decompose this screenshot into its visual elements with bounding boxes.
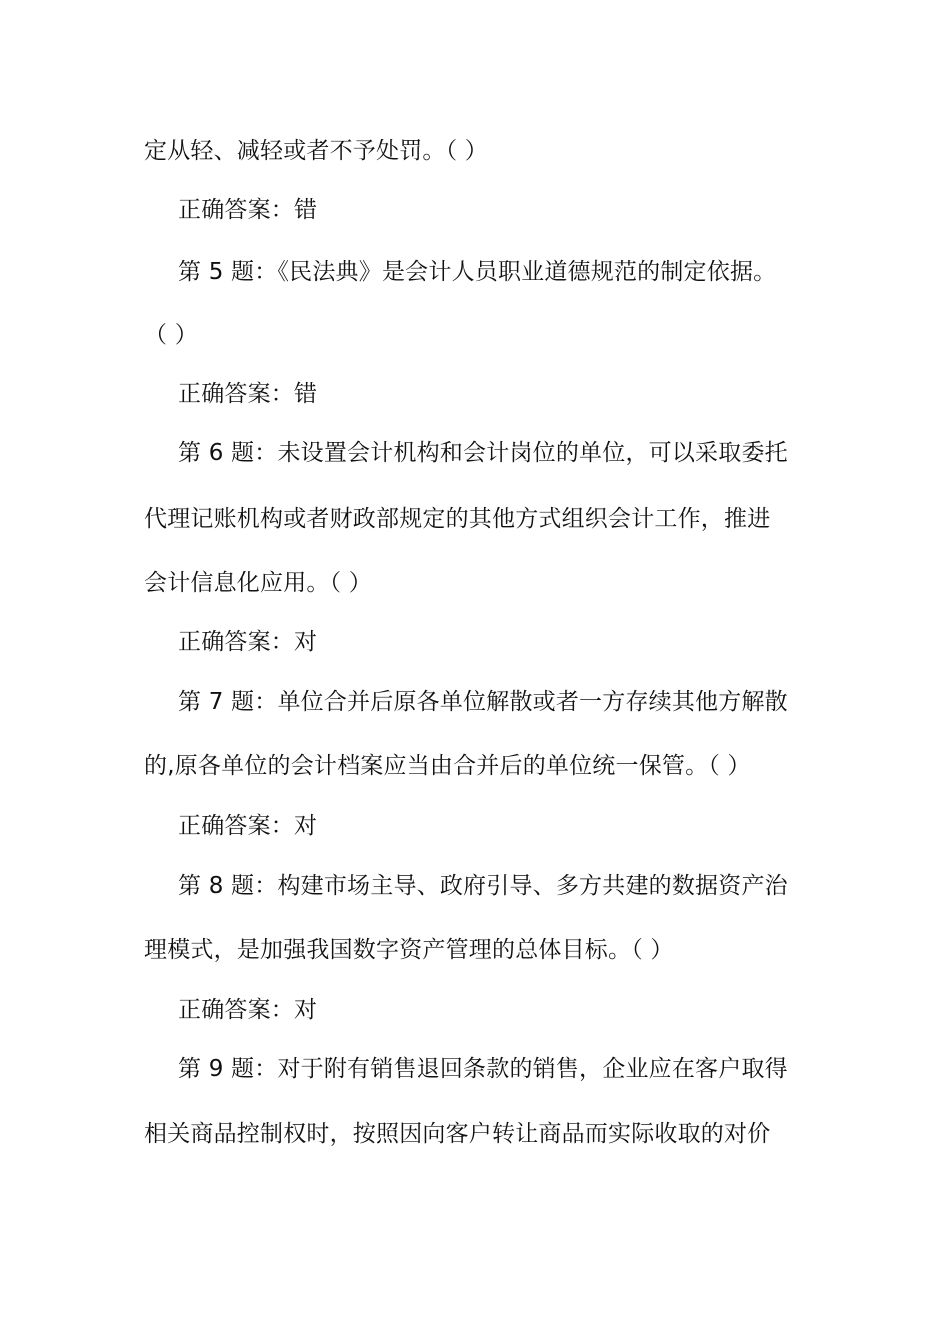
question-6-line-1: 第 6 题：未设置会计机构和会计岗位的单位，可以采取委托 [178,440,788,466]
answer-4: 正确答案：错 [178,197,318,223]
question-9-line-2: 相关商品控制权时，按照因向客户转让商品而实际收取的对价 [144,1121,771,1147]
question-5-line-2: （ ） [144,322,198,348]
question-6-line-2: 代理记账机构或者财政部规定的其他方式组织会计工作，推进 [144,506,771,532]
question-7-line-1: 第 7 题：单位合并后原各单位解散或者一方存续其他方解散 [178,689,788,715]
answer-6: 正确答案：对 [178,629,318,655]
answer-7: 正确答案：对 [178,813,318,839]
question-9-line-1: 第 9 题：对于附有销售退回条款的销售，企业应在客户取得 [178,1056,788,1082]
question-8-line-1: 第 8 题：构建市场主导、政府引导、多方共建的数据资产治 [178,873,788,899]
question-7-line-2: 的,原各单位的会计档案应当由合并后的单位统一保管。（ ） [144,753,751,779]
question-5-line-1: 第 5 题：《民法典》是会计人员职业道德规范的制定依据。 [178,259,777,285]
question-4-continuation: 定从轻、减轻或者不予处罚。（ ） [144,138,489,164]
question-8-line-2: 理模式，是加强我国数字资产管理的总体目标。（ ） [144,937,674,963]
question-6-line-3: 会计信息化应用。（ ） [144,570,373,596]
answer-5: 正确答案：错 [178,381,318,407]
answer-8: 正确答案：对 [178,997,318,1023]
